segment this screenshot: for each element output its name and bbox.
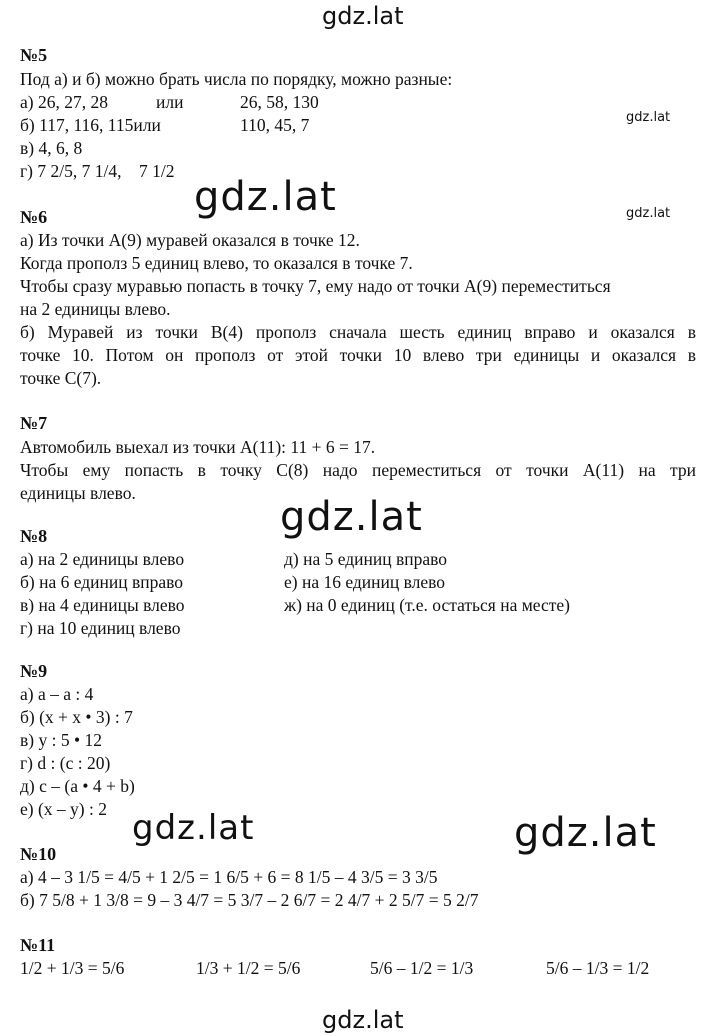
section-title-6: №6 xyxy=(20,207,48,227)
watermark-top: gdz.lat xyxy=(322,2,404,30)
n5-a-right: 26, 58, 130 xyxy=(240,92,319,112)
n11-item: 1/2 + 1/3 = 5/6 xyxy=(20,958,125,978)
watermark-large-3: gdz.lat xyxy=(132,808,255,848)
n9-line: д) c – (a • 4 + b) xyxy=(20,776,135,796)
n6-line: точке 10. Потом он прополз от этой точки 10 влево три единицы и оказался в xyxy=(20,345,696,365)
n9-line: в) y : 5 • 12 xyxy=(20,730,102,750)
n7-line: Чтобы ему попасть в точку С(8) надо переместиться от точки А(11) на три xyxy=(20,460,696,480)
n5-a-left: а) 26, 27, 28 xyxy=(20,92,108,112)
n10-line: б) 7 5/8 + 1 3/8 = 9 – 3 4/7 = 5 3/7 – 2 6/7 = 2 4/7 + 2 5/7 = 5 2/7 xyxy=(20,890,479,910)
n6-line: на 2 единицы влево. xyxy=(20,299,171,319)
n7-line: Автомобиль выехал из точки А(11): 11 + 6 = 17. xyxy=(20,437,376,457)
section-title-9: №9 xyxy=(20,661,48,681)
n8-item: б) на 6 единиц вправо xyxy=(20,572,184,592)
n6-line: точке С(7). xyxy=(20,368,102,388)
n8-item: в) на 4 единицы влево xyxy=(20,595,185,615)
n5-v: в) 4, 6, 8 xyxy=(20,138,83,158)
n9-line: б) (x + x • 3) : 7 xyxy=(20,707,133,727)
section-title-7: №7 xyxy=(20,413,48,433)
n5-g: г) 7 2/5, 7 1/4, 7 1/2 xyxy=(20,161,175,181)
n8-item: а) на 2 единицы влево xyxy=(20,549,185,569)
n11-item: 1/3 + 1/2 = 5/6 xyxy=(196,958,301,978)
n6-line: Чтобы сразу муравью попасть в точку 7, ему надо от точки А(9) переместиться xyxy=(20,276,611,296)
n5-b-right: 110, 45, 7 xyxy=(240,115,310,135)
section-title-5: №5 xyxy=(20,45,48,65)
n9-line: е) (x – y) : 2 xyxy=(20,799,107,819)
watermark-bottom: gdz.lat xyxy=(322,1006,404,1034)
watermark-large-2: gdz.lat xyxy=(280,494,423,540)
watermark-large-1: gdz.lat xyxy=(194,174,337,220)
n8-item: г) на 10 единиц влево xyxy=(20,618,181,638)
watermark-small-2: gdz.lat xyxy=(626,206,671,221)
watermark-small-1: gdz.lat xyxy=(626,110,671,125)
section-title-11: №11 xyxy=(20,935,56,955)
n6-line: б) Муравей из точки В(4) прополз сначала шесть единиц вправо и оказался в xyxy=(20,322,696,342)
n5-a-or: или xyxy=(156,92,184,112)
n9-line: а) a – a : 4 xyxy=(20,684,94,704)
section-title-10: №10 xyxy=(20,844,57,864)
n10-line: а) 4 – 3 1/5 = 4/5 + 1 2/5 = 1 6/5 + 6 = 8 1/5 – 4 3/5 = 3 3/5 xyxy=(20,867,438,887)
n5-b-left: б) 117, 116, 115или xyxy=(20,115,161,135)
n8-item: е) на 16 единиц влево xyxy=(284,572,446,592)
n8-item: д) на 5 единиц вправо xyxy=(284,549,448,569)
n5-intro: Под а) и б) можно брать числа по порядку, можно разные: xyxy=(20,69,453,89)
n11-item: 5/6 – 1/3 = 1/2 xyxy=(546,958,650,978)
n9-line: г) d : (c : 20) xyxy=(20,753,111,773)
n11-item: 5/6 – 1/2 = 1/3 xyxy=(370,958,474,978)
n7-line: единицы влево. xyxy=(20,483,136,503)
watermark-large-4: gdz.lat xyxy=(514,810,657,856)
n6-line: Когда прополз 5 единиц влево, то оказался в точке 7. xyxy=(20,253,413,273)
section-title-8: №8 xyxy=(20,526,48,546)
n8-item: ж) на 0 единиц (т.е. остаться на месте) xyxy=(284,595,570,615)
n6-line: а) Из точки А(9) муравей оказался в точке 12. xyxy=(20,230,360,250)
